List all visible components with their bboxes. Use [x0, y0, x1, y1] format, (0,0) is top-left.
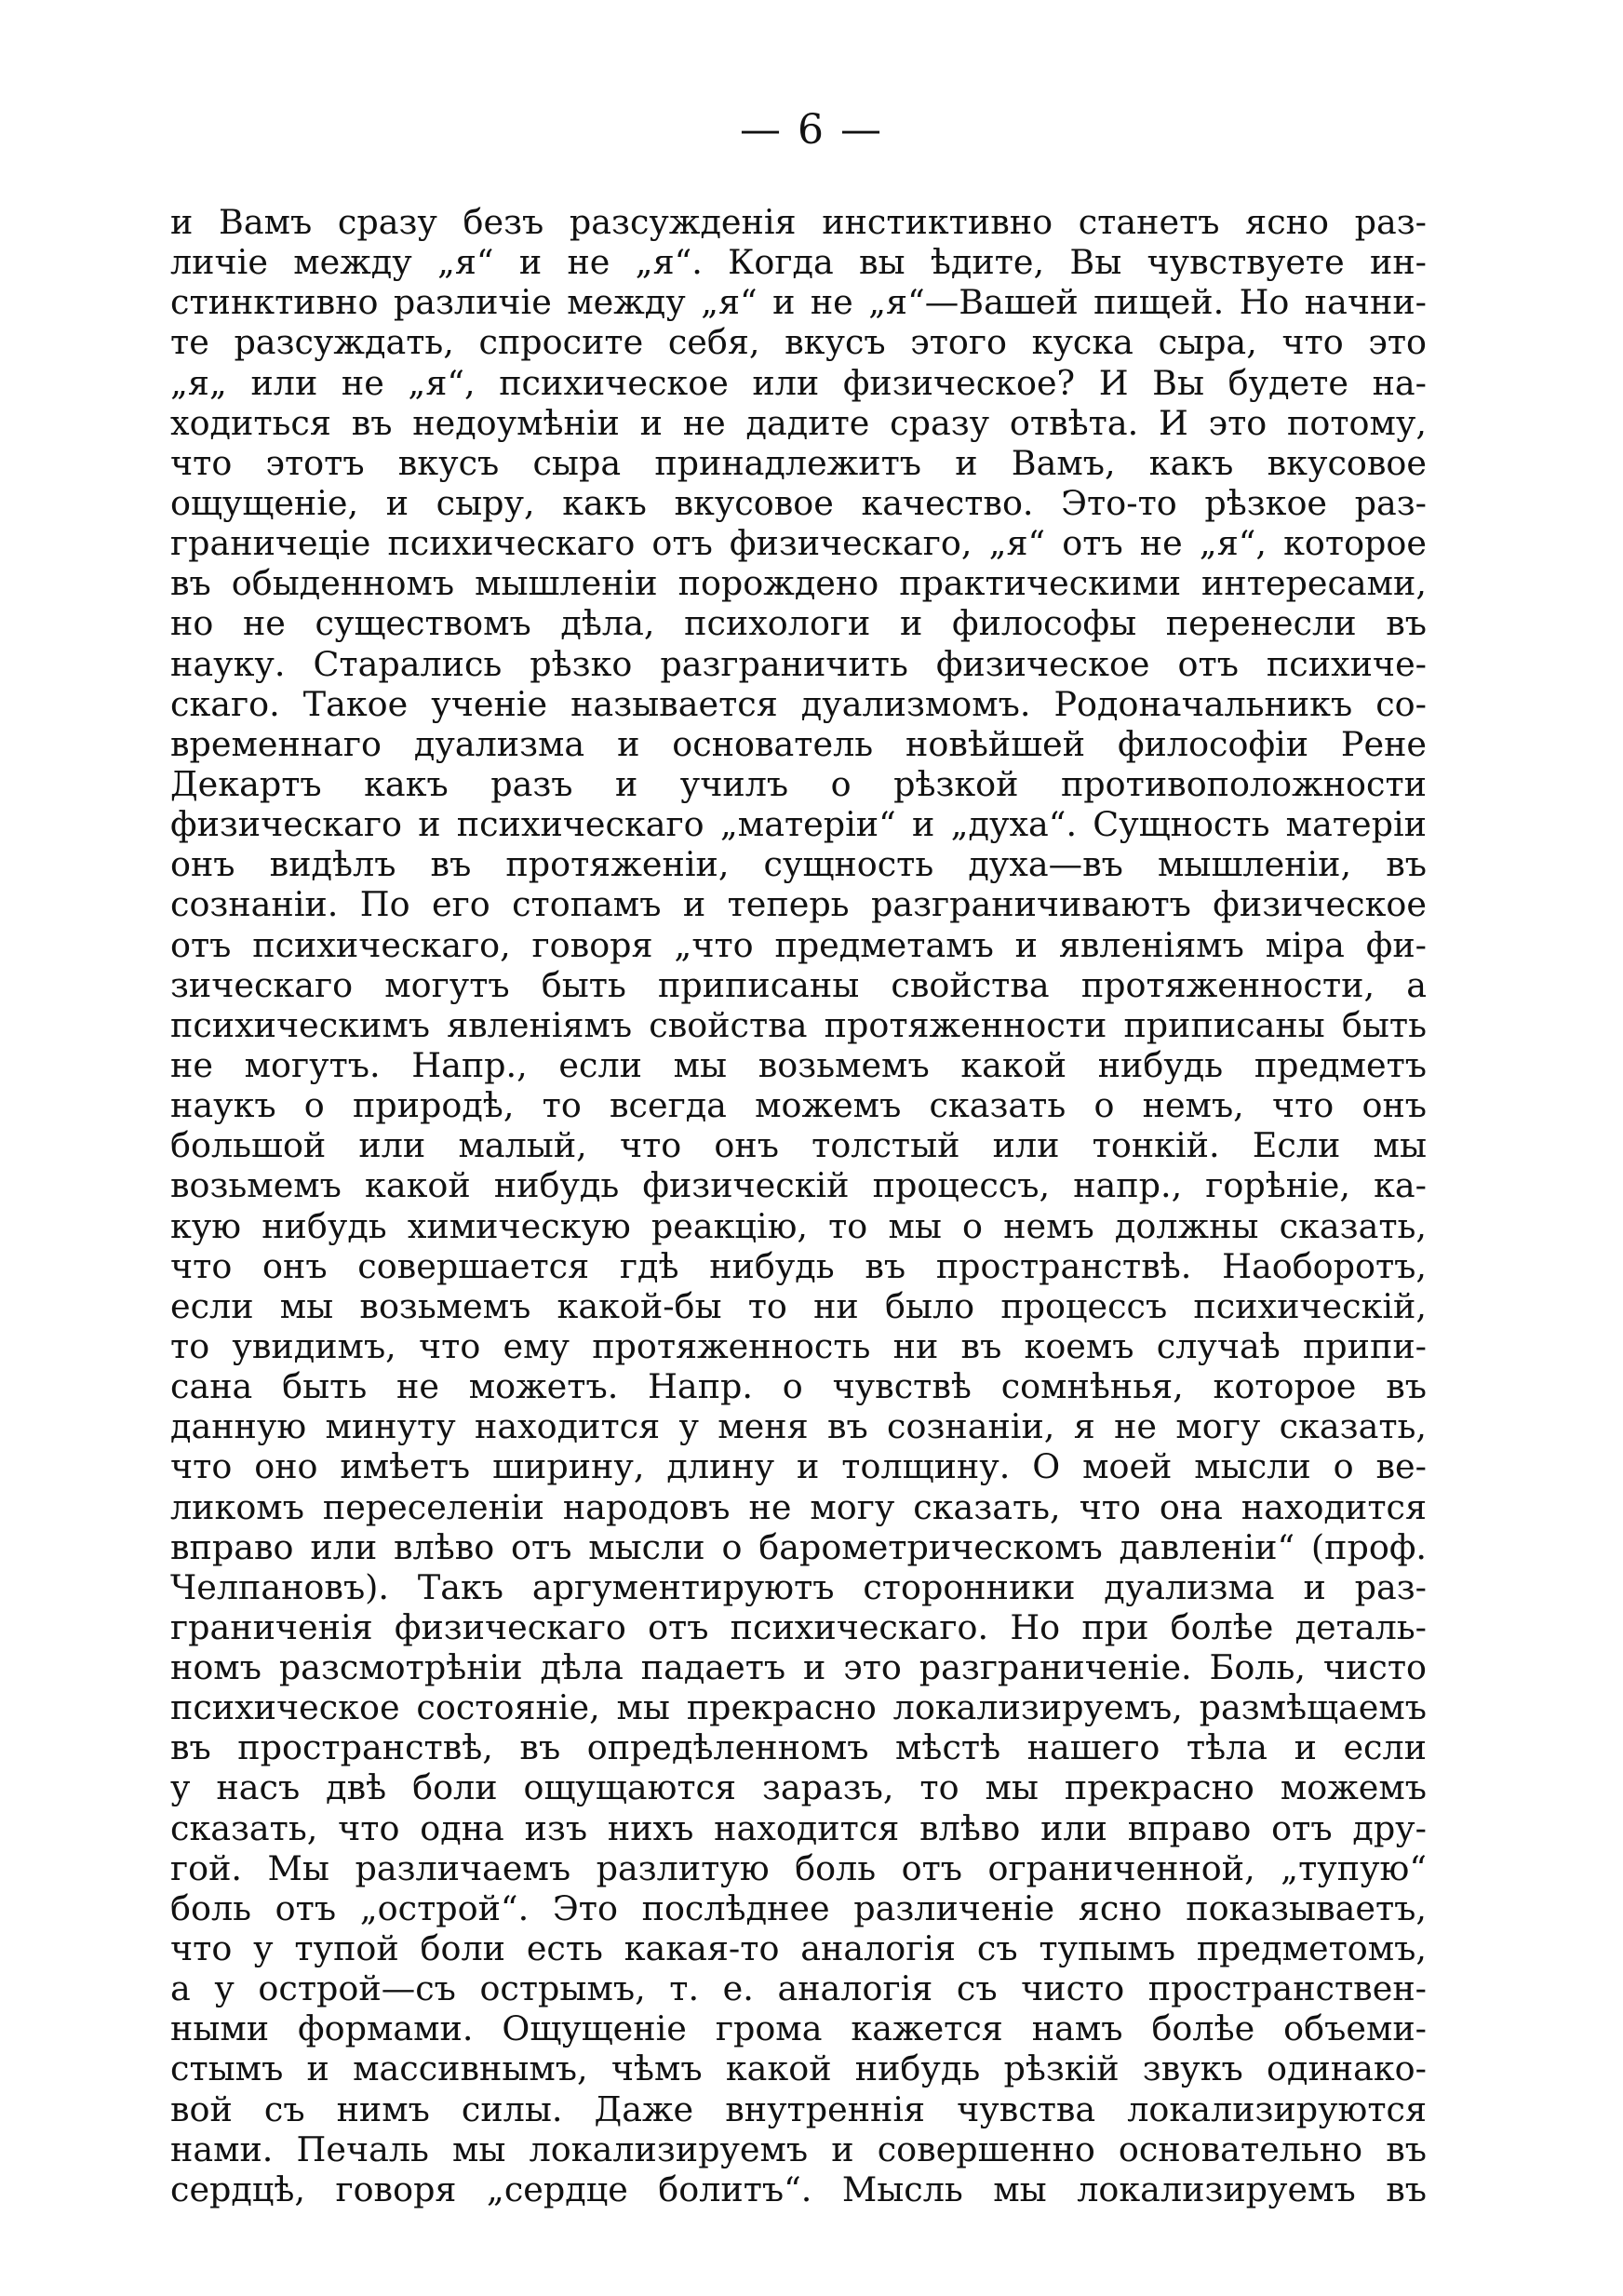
text-line: гой. Мы различаемъ разлитую боль отъ ограниченной, „тупую“	[170, 1847, 1427, 1888]
text-line: большой или малый, что онъ толстый или тонкій. Если мы	[170, 1125, 1427, 1166]
text-line: что онъ совершается гдѣ нибудь въ пространствѣ. Наоборотъ,	[170, 1245, 1427, 1286]
text-line: онъ видѣлъ въ протяженіи, сущность духа—въ мышленіи, въ	[170, 844, 1427, 885]
text-line: возьмемъ какой нибудь физическій процессъ, напр., горѣніе, ка-	[170, 1165, 1427, 1206]
text-line: нами. Печаль мы локализируемъ и совершенно основательно въ	[170, 2128, 1427, 2169]
text-line: „я„ или не „я“, психическое или физическое? И Вы будете на-	[170, 362, 1427, 403]
text-line: то увидимъ, что ему протяженность ни въ коемъ случаѣ припи-	[170, 1325, 1427, 1366]
text-line: временнаго дуализма и основатель новѣйшей философіи Рене	[170, 723, 1427, 764]
text-line: психическое состояніе, мы прекрасно локализируемъ, размѣщаемъ	[170, 1687, 1427, 1728]
text-line: и Вамъ сразу безъ разсужденія инстиктивно станетъ ясно раз-	[170, 202, 1427, 242]
text-line: наукъ о природѣ, то всегда можемъ сказать о немъ, что онъ	[170, 1085, 1427, 1126]
text-line: что оно имѣетъ ширину, длину и толщину. О моей мысли о ве-	[170, 1446, 1427, 1487]
text-line: не могутъ. Напр., если мы возьмемъ какой нибудь предметъ	[170, 1044, 1427, 1085]
text-line: личіе между „я“ и не „я“. Когда вы ѣдите, Вы чувствуете ин-	[170, 242, 1427, 283]
text-line: граничеціе психическаго отъ физическаго, „я“ отъ не „я“, которое	[170, 523, 1427, 564]
text-line: ощущеніе, и сыру, какъ вкусовое качество. Это-то рѣзкое раз-	[170, 482, 1427, 523]
text-line: отъ психическаго, говоря „что предметамъ и явленіямъ міра фи-	[170, 924, 1427, 965]
text-line: вой съ нимъ силы. Даже внутреннія чувства локализируются	[170, 2088, 1427, 2129]
text-line: въ пространствѣ, въ опредѣленномъ мѣстѣ нашего тѣла и если	[170, 1727, 1427, 1768]
body-text	[170, 202, 1427, 2209]
text-line: ликомъ переселеніи народовъ не могу сказать, что она находится	[170, 1486, 1427, 1527]
text-line: кую нибудь химическую реакцію, то мы о немъ должны сказать,	[170, 1205, 1427, 1246]
text-line: данную минуту находится у меня въ сознаніи, я не могу сказать,	[170, 1406, 1427, 1447]
text-line: психическимъ явленіямъ свойства протяженности приписаны быть	[170, 1004, 1427, 1045]
text-line: Челпановъ). Такъ аргументируютъ сторонники дуализма и раз-	[170, 1566, 1427, 1607]
text-line: у насъ двѣ боли ощущаются заразъ, то мы прекрасно можемъ	[170, 1767, 1427, 1808]
text-line: сознаніи. По его стопамъ и теперь разграничиваютъ физическое	[170, 884, 1427, 925]
text-line: физическаго и психическаго „матеріи“ и „духа“. Сущность матеріи	[170, 804, 1427, 845]
text-line: сана быть не можетъ. Напр. о чувствѣ сомнѣнья, которое въ	[170, 1366, 1427, 1407]
text-line: ными формами. Ощущеніе грома кажется намъ болѣе объеми-	[170, 2008, 1427, 2049]
text-line: скаго. Такое ученіе называется дуализмомъ. Родоначальникъ со-	[170, 683, 1427, 724]
text-line: науку. Старались рѣзко разграничить физическое отъ психиче-	[170, 643, 1427, 684]
text-line: что этотъ вкусъ сыра принадлежитъ и Вамъ, какъ вкусовое	[170, 442, 1427, 483]
page-number: — 6 —	[740, 106, 883, 154]
text-line: стымъ и массивнымъ, чѣмъ какой нибудь рѣзкій звукъ одинако-	[170, 2048, 1427, 2089]
text-line: боль отъ „острой“. Это послѣднее различеніе ясно показываетъ,	[170, 1887, 1427, 1928]
text-line: зическаго могутъ быть приписаны свойства протяженности, а	[170, 964, 1427, 1005]
text-line: сказать, что одна изъ нихъ находится влѣво или вправо отъ дру-	[170, 1807, 1427, 1848]
text-line: номъ разсмотрѣніи дѣла падаетъ и это разграниченіе. Боль, чисто	[170, 1647, 1427, 1688]
text-line: если мы возьмемъ какой-бы то ни было процессъ психическій,	[170, 1285, 1427, 1326]
text-line: Декартъ какъ разъ и училъ о рѣзкой противоположности	[170, 763, 1427, 804]
text-line: а у острой—съ острымъ, т. е. аналогія съ чисто пространствен-	[170, 1968, 1427, 2009]
text-line: что у тупой боли есть какая-то аналогія съ тупымъ предметомъ,	[170, 1928, 1427, 1969]
text-line: ходиться въ недоумѣніи и не дадите сразу отвѣта. И это потому,	[170, 402, 1427, 443]
text-line: стинктивно различіе между „я“ и не „я“—Вашей пищей. Но начни-	[170, 282, 1427, 323]
text-line: но не существомъ дѣла, психологи и философы перенесли въ	[170, 603, 1427, 644]
text-line: те разсуждать, спросите себя, вкусъ этого куска сыра, что это	[170, 322, 1427, 363]
text-line: граниченія физическаго отъ психическаго. Но при болѣе деталь-	[170, 1606, 1427, 1647]
text-line: вправо или влѣво отъ мысли о барометрическомъ давленіи“ (проф.	[170, 1526, 1427, 1567]
text-line: въ обыденномъ мышленіи порождено практическими интересами,	[170, 563, 1427, 604]
text-line: сердцѣ, говоря „сердце болитъ“. Мысль мы локализируемъ въ	[170, 2168, 1427, 2209]
